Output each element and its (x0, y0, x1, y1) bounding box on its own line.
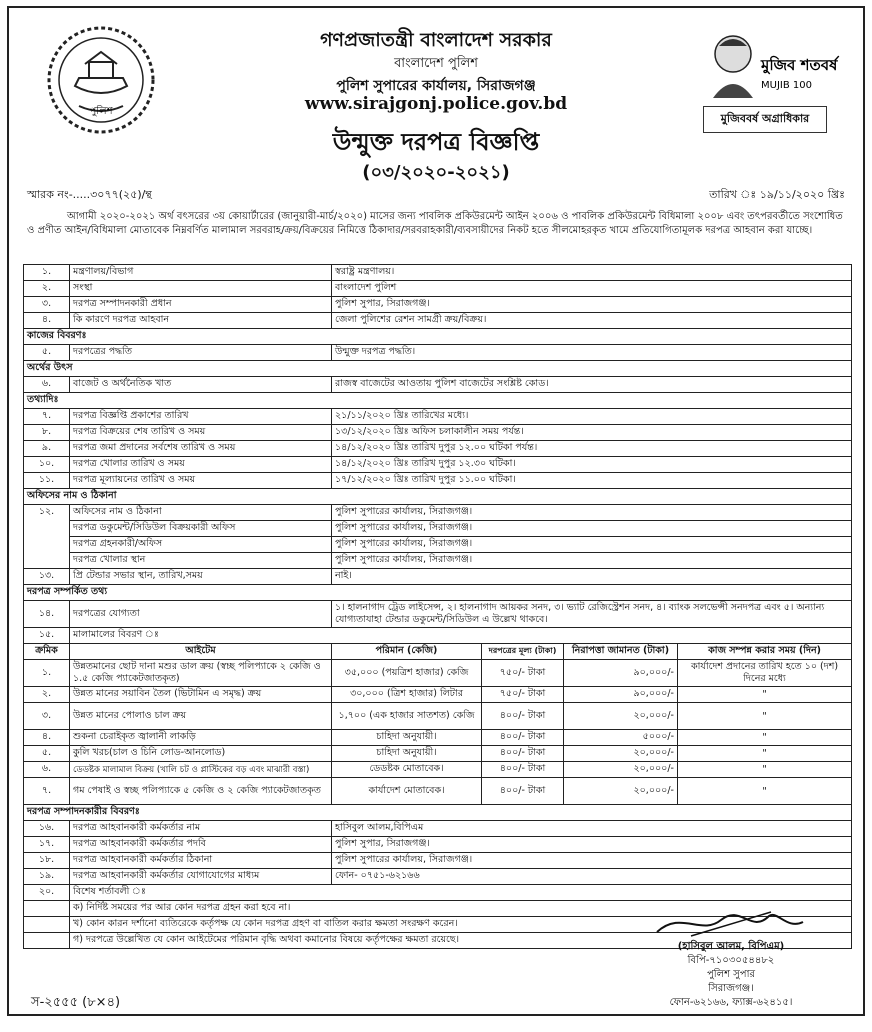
tender-details-table (23, 264, 852, 949)
row-number: ১৫. (24, 628, 70, 644)
goods-number: ৩. (24, 703, 70, 730)
row-number: ৫. (24, 345, 70, 361)
table-row (24, 869, 852, 885)
goods-deposit: ৯০,০০০/- (564, 687, 678, 703)
row-value: পুলিশ সুপারের কার্যালয়, সিরাজগঞ্জ। (332, 553, 852, 569)
goods-header-cell: ক্রমিক (24, 644, 70, 660)
goods-item: উন্নত মানের সয়াবিন তৈল (ভিটামিন এ সমৃদ্ধ) ক্রয় (70, 687, 332, 703)
goods-deposit: ২০,০০০/- (564, 746, 678, 762)
section-title: অর্থের উৎস (24, 361, 852, 377)
row-value: নাই। (332, 569, 852, 585)
goods-time: " (678, 762, 852, 778)
row-value: উন্মুক্ত দরপত্র পদ্ধতি। (332, 345, 852, 361)
goods-item: উন্নতমানের ছোট দানা মশুর ডাল ক্রয় (স্বচ্ছ পলিপ্যাকে ২ কেজি ও ১.৫ কেজি প্যাকেটজাতকৃত) (70, 660, 332, 687)
table-row (24, 313, 852, 329)
goods-deposit: ৯০,০০০/- (564, 660, 678, 687)
table-row (24, 425, 852, 441)
goods-header-cell: পরিমান (কেজি) (332, 644, 482, 660)
row-number: ১২. (24, 505, 70, 569)
goods-quantity: ডেডষ্টক মোতাবেক। (332, 762, 482, 778)
memo-number: স্মারক নং-.....৩০৭৭(২৫)/ন্থ (27, 188, 152, 201)
row-value: স্বরাষ্ট্র মন্ত্রণালয়। (332, 265, 852, 281)
notice-date: তারিখ ঃ ১৯/১১/২০২০ খ্রিঃ (709, 188, 845, 201)
row-label: দরপত্র আহবানকারী কর্মকর্তার যোগাযোগের মাধ্যম (70, 869, 332, 885)
row-value: ১৪/১২/২০২০ খ্রিঃ তারিখ দুপুর ১২.০০ ঘটিকা পর্যন্ত। (332, 441, 852, 457)
intro-paragraph: আগামী ২০২০-২০২১ অর্থ বৎসরের ৩য় কোয়ার্টারের (জানুয়ারী-মার্চ/২০২০) মাসের জন্য পাবলিক প্রকিউরমেন্ট আইন ২০০৬ ও পাবলিক প্রকিউরমেন্ট বিধিমালা ২০০৮ এবং তৎপরবর্তীতে সংশোধিত ও প্রণীত আইন/বিধিমালা মোতাবেক নিম্নবর্ণিত মালামাল সরবরাহ/ক্রয়/বিক্রয়ের নিমিত্তে ঠিকাদার/সরবরাহকারী/ব্যবসায়ীদের নিকট হতে সীলমোহরকৃত খামে প্রতিযোগিতামূলক দরপত্র আহবান করা যাচ্ছে। (27, 211, 843, 236)
goods-time: কার্যাদেশ প্রদানের তারিখ হতে ১০ (দশ) দিনের মধ্যে (678, 660, 852, 687)
row-number: ৪. (24, 313, 70, 329)
row-number: ১৬. (24, 821, 70, 837)
website-link[interactable]: www.sirajgonj.police.gov.bd (304, 94, 568, 114)
government-name: গণপ্রজাতন্ত্রী বাংলাদেশ সরকার (320, 29, 552, 51)
signatory-bp: বিপি-৭১০৩০৫৪৪৮২ (687, 955, 775, 966)
mujib-logo-text: মুজিব শতবর্ষ (761, 56, 838, 74)
row-number: ৮. (24, 425, 70, 441)
mujib-portrait-icon (703, 26, 838, 100)
signatory-designation: পুলিশ সুপার (707, 969, 755, 980)
section-header (24, 585, 852, 601)
row-value: পুলিশ সুপারের কার্যালয়, সিরাজগঞ্জ। (332, 521, 852, 537)
section-header (24, 361, 852, 377)
row-number: ২. (24, 281, 70, 297)
goods-price: ৪০০/- টাকা (482, 746, 564, 762)
row-number: ১৪. (24, 601, 70, 628)
row-number: ১১. (24, 473, 70, 489)
row-number: ১. (24, 265, 70, 281)
row-value: জেলা পুলিশের রেশন সামগ্রী ক্রয়/বিক্রয়। (332, 313, 852, 329)
section-title: তথ্যাদিঃ (24, 393, 852, 409)
row-label: বিশেষ শর্তাবলী ঃ (70, 885, 852, 901)
goods-item: উন্নত মানের পোলাও চাল ক্রয় (70, 703, 332, 730)
emblem-label: পুলিশ (89, 106, 113, 117)
goods-header-row (24, 644, 852, 660)
row-number: ৯. (24, 441, 70, 457)
mujib-100-text: MUJIB 100 (761, 80, 812, 91)
row-value: হাসিবুল আলম,বিপিএম (332, 821, 852, 837)
row-label: দরপত্র ডকুমেন্ট/সিডিউল বিক্রয়কারী অফিস (70, 521, 332, 537)
goods-item: গম পেষাই ও স্বচ্ছ পলিপ্যাকে ৫ কেজি ও ২ কেজি প্যাকেটজাতকৃত (70, 778, 332, 805)
row-value: ২১/১১/২০২০ খ্রিঃ তারিখের মধ্যে। (332, 409, 852, 425)
page-title: উন্মুক্ত দরপত্র বিজ্ঞপ্তি (332, 128, 540, 156)
table-row (24, 265, 852, 281)
table-row (24, 505, 852, 521)
goods-header-cell: দরপত্রের মূল্য (টাকা) (482, 644, 564, 660)
goods-number: ৫. (24, 746, 70, 762)
table-row (24, 628, 852, 644)
condition-text: খ) কোন কারন দর্শানো ব্যতিরেকে কর্তৃপক্ষ যে কোন দরপত্র গ্রহণ বা বাতিল করার ক্ষমতা সংরক্ষণ করেন। (70, 917, 852, 933)
table-row (24, 441, 852, 457)
row-label: দরপত্র মূল্যায়নের তারিখ ও সময় (70, 473, 332, 489)
goods-header-cell: কাজ সম্পন্ন করার সময় (দিন) (678, 644, 852, 660)
table-row (24, 885, 852, 901)
tender-number: (০৩/২০২০-২০২১) (362, 162, 510, 183)
row-value: পুলিশ সুপারের কার্যালয়, সিরাজগঞ্জ। (332, 505, 852, 521)
row-number: ৬. (24, 377, 70, 393)
goods-item: শুকনা চেরাইকৃত জ্বালানী লাকড়ি (70, 730, 332, 746)
section-header (24, 805, 852, 821)
goods-row (24, 660, 852, 687)
row-label: অফিসের নাম ও ঠিকানা (70, 505, 332, 521)
signatory-place: সিরাজগঞ্জ। (708, 983, 754, 994)
goods-number: ৪. (24, 730, 70, 746)
row-number: ৩. (24, 297, 70, 313)
row-label: প্রি টেন্ডার সভার স্থান, তারিখ,সময় (70, 569, 332, 585)
goods-time: " (678, 730, 852, 746)
table-row (24, 853, 852, 869)
goods-time: " (678, 778, 852, 805)
goods-price: ৪০০/- টাকা (482, 703, 564, 730)
row-value: ১৩/১২/২০২০ খ্রিঃ অফিস চলাকালীন সময় পর্যন্ত। (332, 425, 852, 441)
print-code: স-২৫৫৫ (৮×৪) (31, 995, 121, 1010)
row-number: ৭. (24, 409, 70, 425)
table-row (24, 537, 852, 553)
goods-row (24, 746, 852, 762)
row-number: ২০. (24, 885, 70, 901)
row-label: দরপত্র খোলার স্থান (70, 553, 332, 569)
goods-price: ৪০০/- টাকা (482, 730, 564, 746)
goods-deposit: ৫০০০/- (564, 730, 678, 746)
row-value: ১৪/১২/২০২০ খ্রিঃ তারিখ দুপুর ১২.৩০ ঘটিকা। (332, 457, 852, 473)
row-number: ১৩. (24, 569, 70, 585)
table-row (24, 457, 852, 473)
row-value: ১। হালনাগাদ ট্রেড লাইসেন্স, ২। হালনাগাদ আয়কর সনদ, ৩। ভ্যাট রেজিস্ট্রেশন সনদ, ৪। ব্যাংক সলভেন্সী সনদপত্র এবং ৫। অন্যান্য যোগ্যতাযাহা টেন্ডার ডকুমেন্ট/সিডিউল এ উল্লেখ থাকবে। (332, 601, 852, 628)
goods-row (24, 730, 852, 746)
row-label: কি কারণে দরপত্র আহবান (70, 313, 332, 329)
signatory-phone: ফোন-৬২১৬৬, ফ্যাক্স-৬২৪১৫। (669, 997, 793, 1008)
goods-price: ৪০০/- টাকা (482, 762, 564, 778)
goods-row (24, 703, 852, 730)
goods-number: ২. (24, 687, 70, 703)
goods-quantity: কার্যাদেশ মোতাবেক। (332, 778, 482, 805)
condition-text: ক) নির্দিষ্ট সময়ের পর আর কোন দরপত্র গ্রহন করা হবে না। (70, 901, 852, 917)
row-value: ১৭/১২/২০২০ খ্রিঃ তারিখ দুপুর ১১.০০ ঘটিকা। (332, 473, 852, 489)
section-title: দরপত্র সম্পর্কিত তথ্য (24, 585, 852, 601)
table-row (24, 297, 852, 313)
goods-header-cell: আইটেম (70, 644, 332, 660)
table-row (24, 821, 852, 837)
row-label: দরপত্র গ্রহনকারী/অফিস (70, 537, 332, 553)
row-value: বাংলাদেশ পুলিশ (332, 281, 852, 297)
signatory-name: (হাসিবুল আলম, বিপিএম) (677, 941, 785, 952)
goods-row (24, 778, 852, 805)
table-row (24, 553, 852, 569)
goods-quantity: ৩০,০০০ (ত্রিশ হাজার) লিটার (332, 687, 482, 703)
row-label: বাজেট ও অর্থনৈতিক খাত (70, 377, 332, 393)
section-title: দরপত্র সম্পাদনকারীর বিবরণঃ (24, 805, 852, 821)
section-header (24, 393, 852, 409)
condition-text: গ) দরপত্রে উল্লেখিত যে কোন আইটেমের পরিমান বৃদ্ধি অথবা কমানোর বিষয়ে কর্তৃপক্ষের ক্ষমতা রয়েছে। (70, 933, 852, 949)
goods-item: কুলি খরচ(চাল ও চিনি লোড-আনলোড) (70, 746, 332, 762)
row-label: দরপত্রের পদ্ধতি (70, 345, 332, 361)
table-row (24, 837, 852, 853)
table-row (24, 569, 852, 585)
section-title: অফিসের নাম ও ঠিকানা (24, 489, 852, 505)
header (9, 8, 863, 183)
goods-header-cell: নিরাপত্তা জামানত (টাকা) (564, 644, 678, 660)
goods-item: ডেডষ্টক মালামাল বিক্রয় (খালি চট ও প্লাস্টিকের বড় এবং মাঝারী বস্তা) (70, 762, 332, 778)
row-label: দরপত্র বিক্রয়ের শেষ তারিখ ও সময় (70, 425, 332, 441)
signature-block (621, 906, 841, 1010)
goods-deposit: ২০,০০০/- (564, 778, 678, 805)
section-header (24, 489, 852, 505)
row-value: ফোন- ০৭৫১-৬২১৬৬ (332, 869, 852, 885)
row-label: দরপত্র সম্পাদনকারী প্রধান (70, 297, 332, 313)
department-name: বাংলাদেশ পুলিশ (394, 56, 478, 71)
row-label: দরপত্র জমা প্রদানের সর্বশেষ তারিখ ও সময় (70, 441, 332, 457)
row-label: দরপত্রের যোগ্যতা (70, 601, 332, 628)
goods-quantity: ৩৫,০০০ (পয়ত্রিশ হাজার) কেজি (332, 660, 482, 687)
row-number: ১৮. (24, 853, 70, 869)
goods-time: " (678, 703, 852, 730)
goods-price: ৭৫০/- টাকা (482, 660, 564, 687)
goods-number: ৬. (24, 762, 70, 778)
goods-row (24, 687, 852, 703)
row-value: রাজস্ব বাজেটের আওতায় পুলিশ বাজেটের সংশ্লিষ্ট কোড। (332, 377, 852, 393)
table-row (24, 377, 852, 393)
goods-price: ৭৫০/- টাকা (482, 687, 564, 703)
row-value: পুলিশ সুপার, সিরাজগঞ্জ। (332, 297, 852, 313)
section-title: কাজের বিবরণঃ (24, 329, 852, 345)
mujib-badge: মুজিববর্ষ অগ্রাধিকার (703, 106, 827, 133)
row-number: ১০. (24, 457, 70, 473)
row-number: ১৯. (24, 869, 70, 885)
goods-number: ৭. (24, 778, 70, 805)
goods-time: " (678, 687, 852, 703)
signature-icon (651, 906, 811, 940)
table-row (24, 521, 852, 537)
goods-time: " (678, 746, 852, 762)
row-label: দরপত্র আহবানকারী কর্মকর্তার নাম (70, 821, 332, 837)
row-label: দরপত্র বিজ্ঞপ্তি প্রকাশের তারিখ (70, 409, 332, 425)
row-label: সংস্থা (70, 281, 332, 297)
table-row (24, 409, 852, 425)
goods-quantity: চাহিদা অনুযায়ী। (332, 746, 482, 762)
office-name: পুলিশ সুপারের কার্যালয়, সিরাজগঞ্জ (336, 78, 536, 94)
row-value: পুলিশ সুপার, সিরাজগঞ্জ। (332, 837, 852, 853)
row-label: দরপত্র আহবানকারী কর্মকর্তার ঠিকানা (70, 853, 332, 869)
table-row (24, 601, 852, 628)
goods-row (24, 762, 852, 778)
goods-number: ১. (24, 660, 70, 687)
section-header (24, 329, 852, 345)
row-label: দরপত্র খোলার তারিখ ও সময় (70, 457, 332, 473)
row-label: মালামালের বিবরণ ঃ (70, 628, 852, 644)
row-value: পুলিশ সুপারের কার্যালয়, সিরাজগঞ্জ। (332, 853, 852, 869)
row-number: ১৭. (24, 837, 70, 853)
tender-notice-page (7, 6, 865, 1016)
row-value: পুলিশ সুপারের কার্যালয়, সিরাজগঞ্জ। (332, 537, 852, 553)
table-row (24, 345, 852, 361)
row-label: মন্ত্রণালয়/বিভাগ (70, 265, 332, 281)
goods-price: ৪০০/- টাকা (482, 778, 564, 805)
table-row (24, 473, 852, 489)
row-label: দরপত্র আহবানকারী কর্মকর্তার পদবি (70, 837, 332, 853)
goods-deposit: ২০,০০০/- (564, 703, 678, 730)
mujib-logo-block (703, 26, 838, 133)
goods-quantity: চাহিদা অনুযায়ী। (332, 730, 482, 746)
goods-quantity: ১,৭০০ (এক হাজার সাতশত) কেজি (332, 703, 482, 730)
goods-deposit: ২০,০০০/- (564, 762, 678, 778)
table-row (24, 281, 852, 297)
